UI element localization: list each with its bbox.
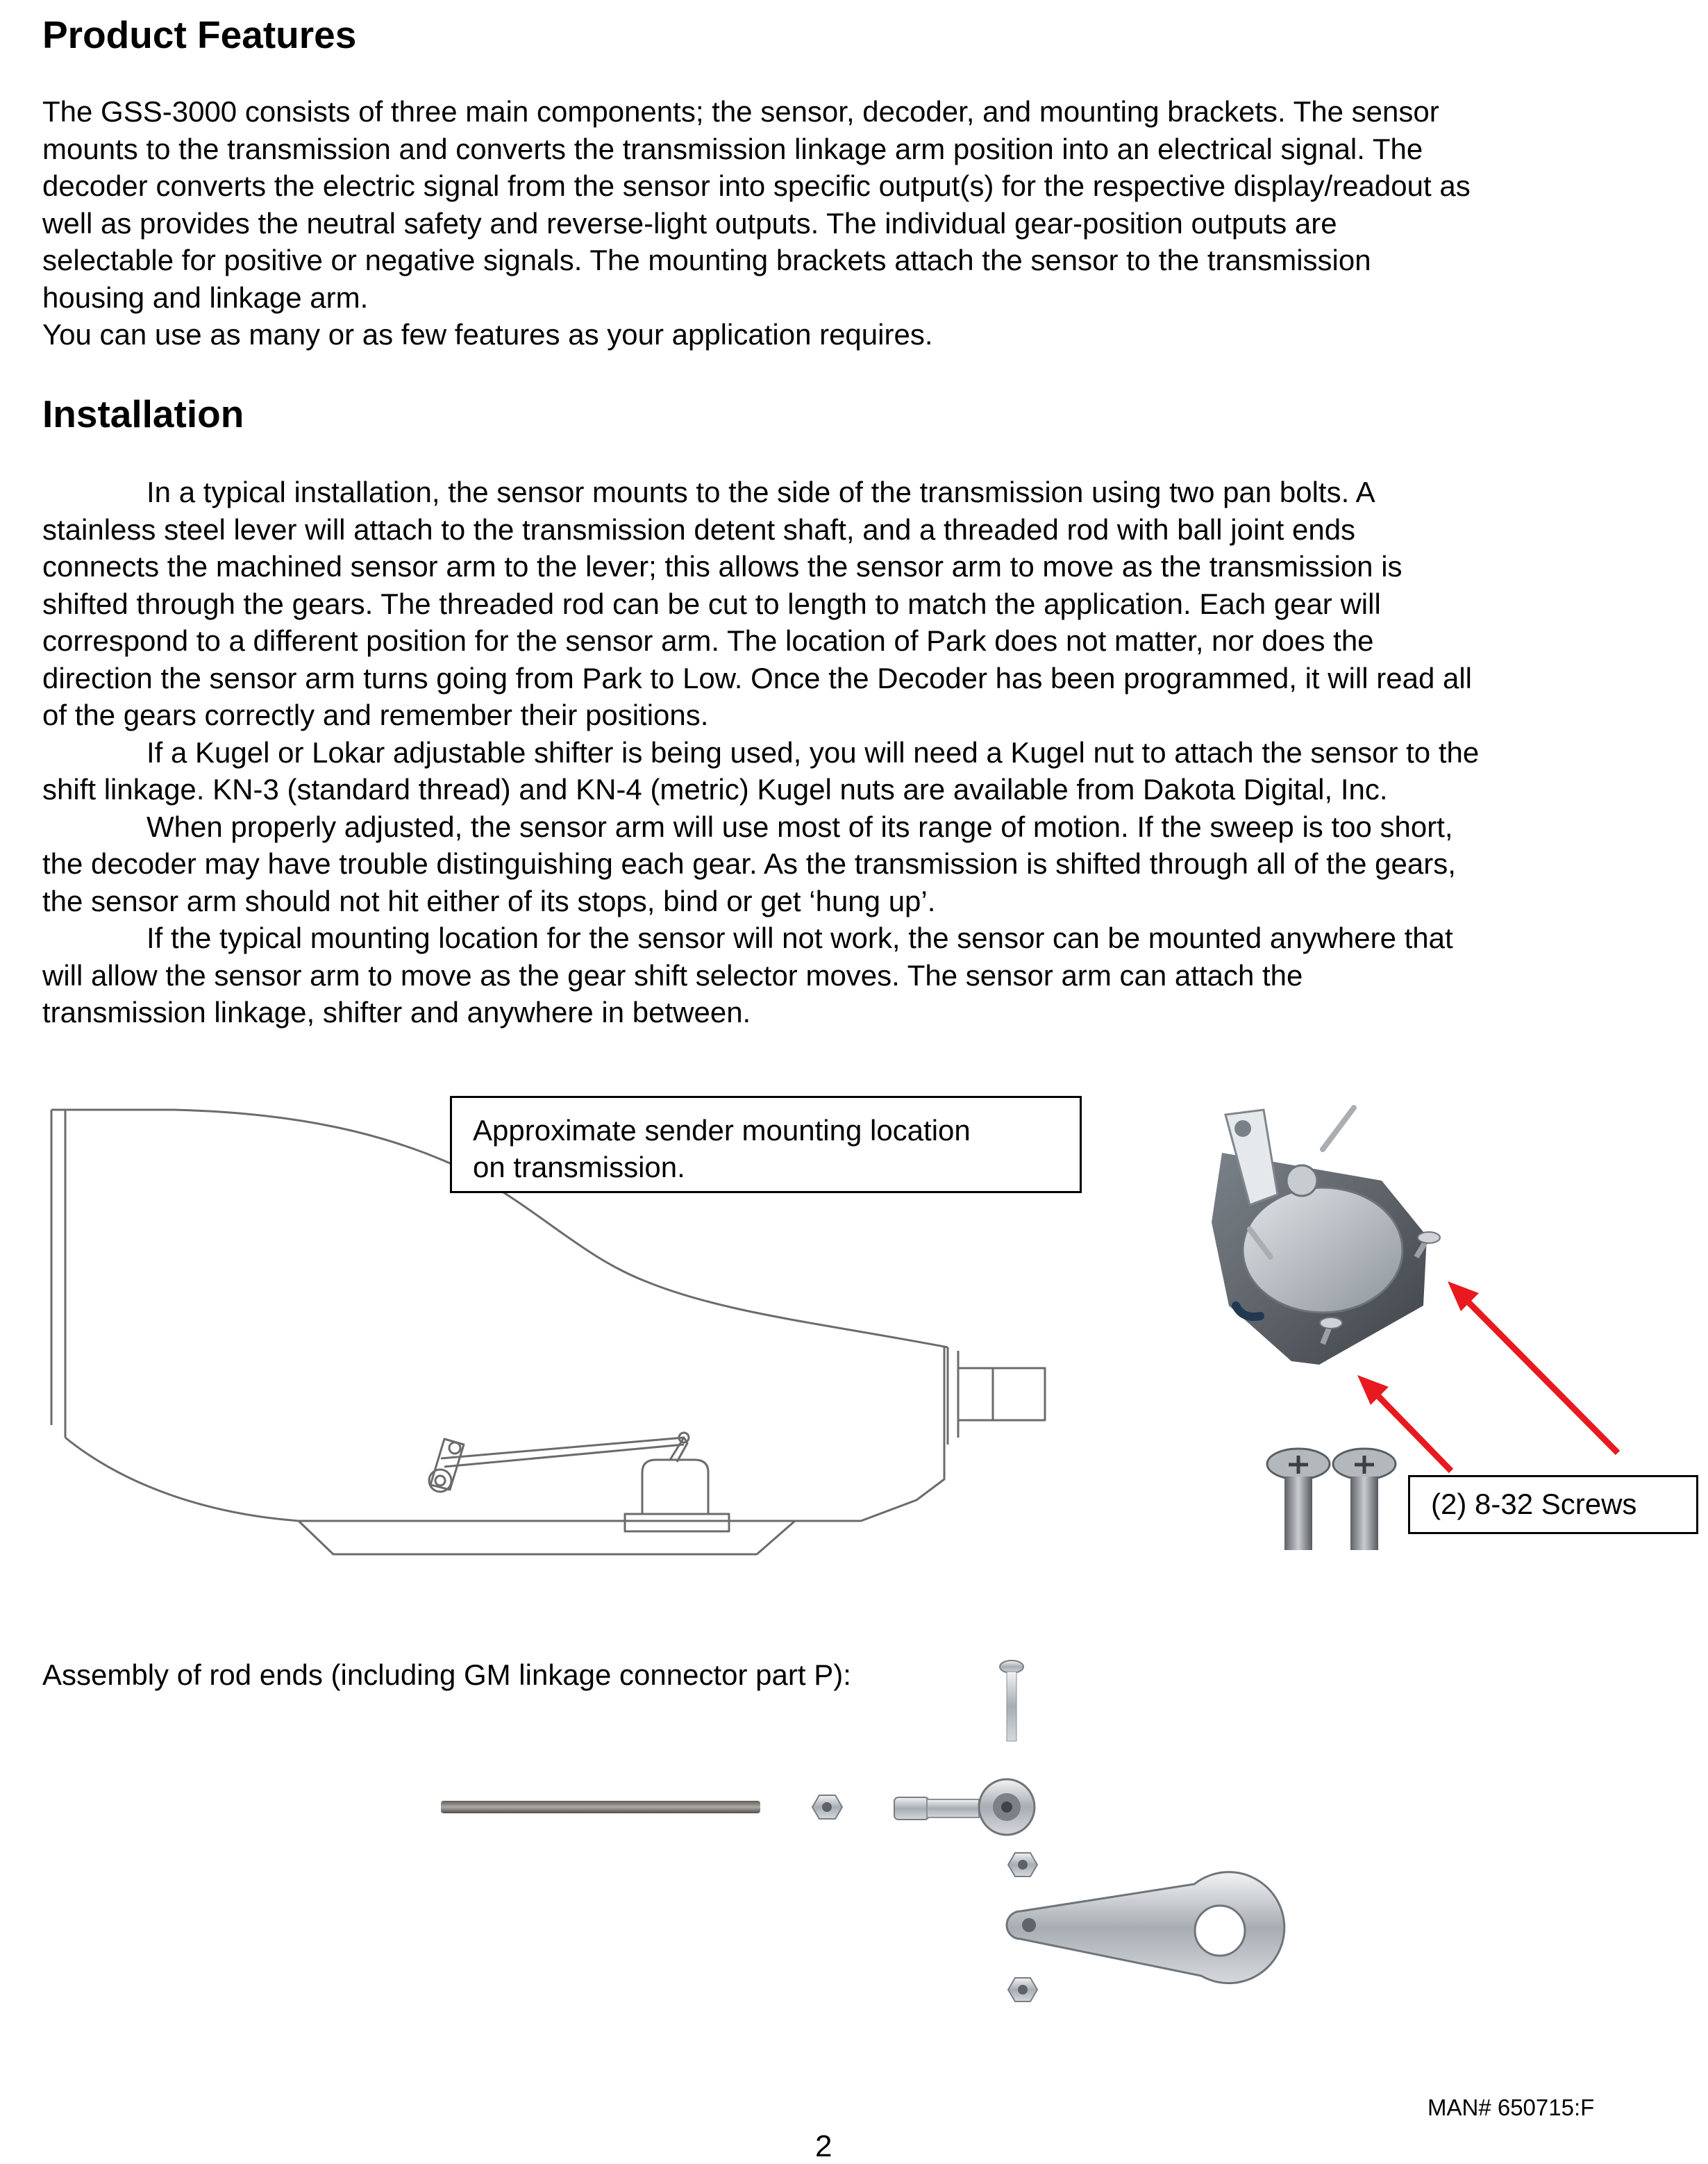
jam-nut-hole (822, 1802, 832, 1812)
text-line: transmission linkage, shifter and anywhere in between. (42, 996, 751, 1029)
text-line: If a Kugel or Lokar adjustable shifter is being used, you will need a Kugel nut to attach the sensor to the (146, 735, 1480, 769)
rod-end-bore (1001, 1801, 1012, 1813)
text-line: well as provides the neutral safety and reverse-light outputs. The individual gear-position outputs are (42, 206, 1337, 240)
lever-large-hole (1195, 1906, 1245, 1956)
hex-nut-hole (1018, 1860, 1028, 1870)
text-line: will allow the sensor arm to move as the gear shift selector moves. The sensor arm can attach the (42, 958, 1303, 992)
text-line: direction the sensor arm turns going from Park to Low. Once the Decoder has been programmed, it will read all (42, 661, 1473, 694)
text-line: correspond to a different position for the sensor arm. The location of Park does not matter, nor does the (42, 624, 1374, 657)
text-line: selectable for positive or negative signals. The mounting brackets attach the sensor to the transmission (42, 244, 1371, 276)
page-number: 2 (815, 2129, 832, 2163)
lever-small-hole (1022, 1918, 1036, 1932)
text-line: decoder converts the electric signal from the sensor into specific output(s) for the respective display/readout as (42, 169, 1471, 202)
text-line: In a typical installation, the sensor mounts to the side of the transmission using two pan bolts. A (146, 476, 1375, 508)
text-line: housing and linkage arm. (42, 281, 369, 314)
threaded-rod (441, 1801, 760, 1813)
text-line: stainless steel lever will attach to the transmission detent shaft, and a threaded rod with ball joint ends (42, 513, 1356, 546)
callout-line: Approximate sender mounting location (473, 1114, 971, 1147)
screws-callout-text: (2) 8-32 Screws (1431, 1488, 1637, 1520)
rod-end-hex (894, 1797, 929, 1820)
text-line: the sensor arm should not hit either of its stops, bind or get ‘hung up’. (42, 884, 936, 917)
bolt-shank (1007, 1672, 1016, 1741)
text-line: You can use as many or as few features as your application requires. (42, 318, 933, 351)
section-heading-product-features: Product Features (42, 13, 357, 56)
text-line: If the typical mounting location for the sensor will not work, the sensor can be mounted anywhere that (146, 922, 1453, 954)
assembly-caption: Assembly of rod ends (including GM linkage connector part P): (42, 1658, 851, 1691)
text-line: the decoder may have trouble distinguishing each gear. As the transmission is shifted through all of the gears, (42, 847, 1456, 880)
text-line: shifted through the gears. The threaded rod can be cut to length to match the application. Each gear will (42, 587, 1381, 620)
text-line: When properly adjusted, the sensor arm will use most of its range of motion. If the sweep is too short, (146, 810, 1453, 843)
text-line: of the gears correctly and remember their positions. (42, 699, 709, 731)
manual-id: MAN# 650715:F (1427, 2095, 1595, 2120)
rod-end-shank (927, 1799, 979, 1817)
text-line: The GSS-3000 consists of three main components; the sensor, decoder, and mounting brackets. The sensor (42, 95, 1439, 128)
text-line: shift linkage. KN-3 (standard thread) and KN-4 (metric) Kugel nuts are available from Dakota Digital, Inc. (42, 773, 1388, 806)
section-heading-installation: Installation (42, 392, 244, 435)
hex-nut-hole (1018, 1985, 1028, 1995)
text-line: mounts to the transmission and converts the transmission linkage arm position into an electrical signal. The (42, 132, 1423, 165)
bolt-head (1000, 1661, 1023, 1673)
callout-line: on transmission. (473, 1151, 685, 1183)
text-line: connects the machined sensor arm to the lever; this allows the sensor arm to move as the transmission is (42, 550, 1403, 583)
